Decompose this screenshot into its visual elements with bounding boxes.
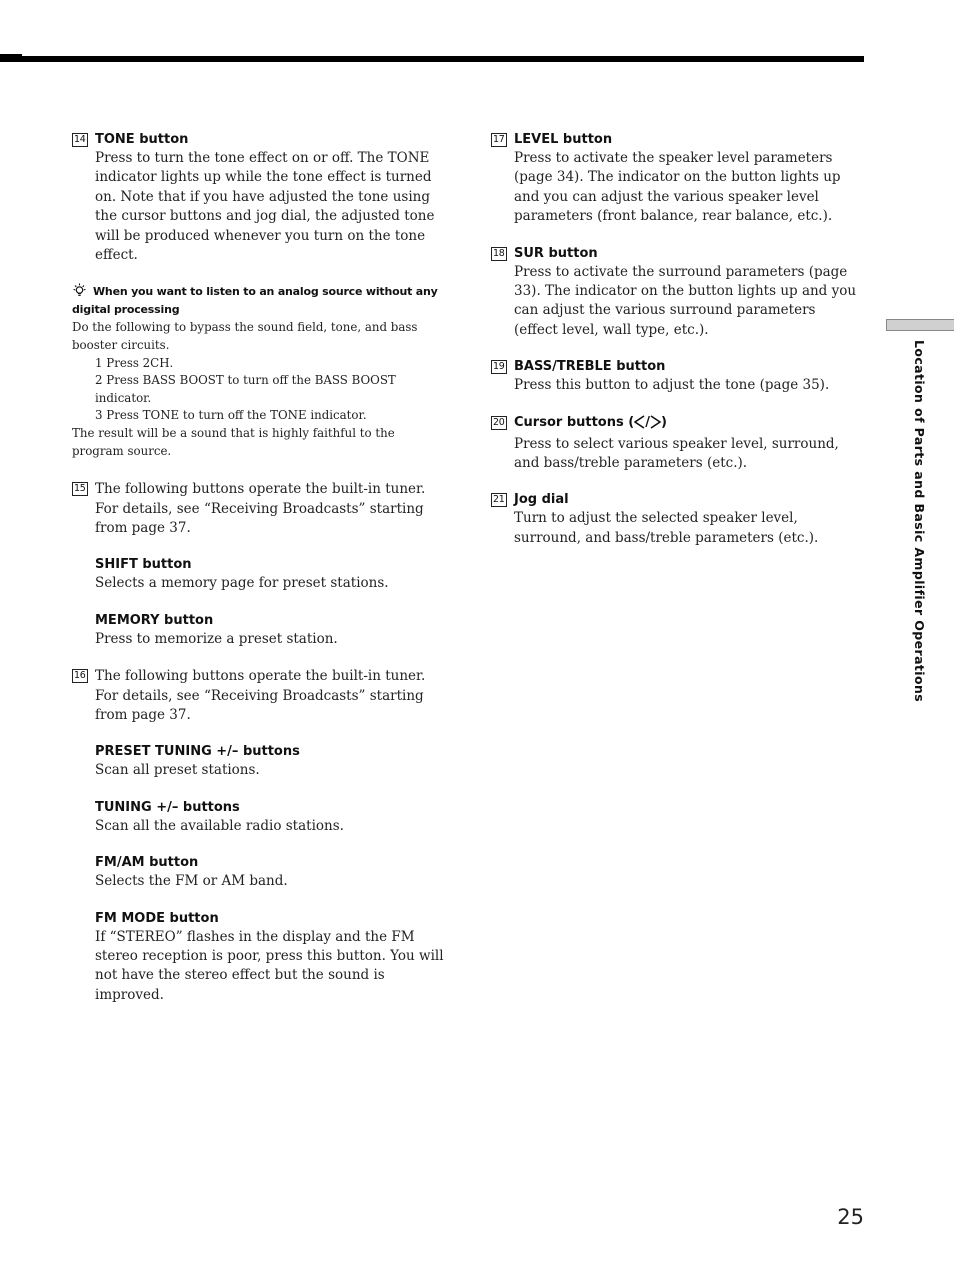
item-level-button [491,131,861,227]
item-body: Press to select various speaker level, surround, and bass/treble parameters (etc.). [514,435,839,472]
tip-box [72,283,444,460]
item-body: The following buttons operate the built-in tuner. For details, see “Receiving Broadcasts” starting from page 37. [95,481,426,536]
subitem-preset-tuning [95,743,444,780]
subitem-body: Scan all the available radio stations. [95,817,344,834]
tip-result: The result will be a sound that is highly faithful to the program source. [72,426,395,458]
item-body: Press this button to adjust the tone (page 35). [514,377,830,394]
subitem-fm-mode [95,910,444,1006]
subitem-shift-button [95,556,444,593]
item-number: 20 [493,416,505,428]
tip-title-text: When you want to listen to an analog source without any digital processing [72,285,438,317]
tip-step: 3 Press TONE to turn off the TONE indicator. [95,408,367,423]
subitem-body: Press to memorize a preset station. [95,630,338,647]
item-body: Press to activate the speaker level parameters (page 34). The indicator on the button lights up and you can adjust the various speaker level parameters (front balance, rear balance, etc.). [514,150,841,225]
item-title: SUR button [514,245,598,261]
item-number: 21 [493,494,505,506]
item-title: TONE button [95,132,189,147]
page-number: 25 [837,1205,864,1229]
right-column [491,131,861,566]
subitem-title: SHIFT button [95,557,192,573]
item-tone-button [72,131,444,265]
item-bass-treble-button [491,358,861,395]
item-number: 16 [74,670,86,682]
item-title: LEVEL button [514,132,613,147]
item-body: Turn to adjust the selected speaker level, surround, and bass/treble parameters (etc.). [514,510,819,546]
subitem-title: FM/AM button [95,855,199,871]
subitem-fm-am [95,854,444,891]
item-cursor-buttons [491,414,861,474]
section-tab-marker [886,319,954,331]
item-tuner-buttons [72,667,444,1005]
section-title: Location of Parts and Basic Amplifier Operations [912,340,927,703]
item-title: BASS/TREBLE button [514,359,666,375]
cursor-left-icon [634,415,645,435]
item-sur-button [491,245,861,341]
title-prefix: Cursor buttons ( [514,414,635,430]
subitem-title: PRESET TUNING +/– buttons [95,744,300,760]
tip-step: 2 Press BASS BOOST to turn off the BASS BOOST indicator. [95,373,396,405]
item-title [514,414,861,435]
item-number: 17 [493,134,505,145]
title-separator: / [645,414,650,430]
item-title: Jog dial [514,492,569,508]
item-number: 14 [74,134,86,145]
subitem-title: FM MODE button [95,910,219,926]
tip-step: 1 Press 2CH. [95,355,174,370]
item-number: 18 [493,247,505,259]
header-rule [0,56,864,62]
subitem-body: Scan all preset stations. [95,762,260,779]
subitem-title: TUNING +/– buttons [95,799,240,815]
tip-intro: Do the following to bypass the sound field, tone, and bass booster circuits. [72,320,418,353]
cursor-right-icon [650,415,661,435]
item-tuner-shift-memory [72,480,444,649]
subitem-title: MEMORY button [95,612,214,628]
item-jog-dial [491,491,861,548]
item-body: Press to activate the surround parameters (page 33). The indicator on the button lights up and you can adjust the various surround parameters (effect level, wall type, etc.). [514,263,857,338]
title-suffix: ) [660,414,667,430]
subitem-tuning [95,799,444,836]
item-number: 15 [74,483,86,495]
subitem-body: Selects a memory page for preset stations. [95,575,389,592]
subitem-memory-button [95,612,444,649]
subitem-body: Selects the FM or AM band. [95,873,288,890]
item-number: 19 [493,361,505,373]
item-body: Press to turn the tone effect on or off. The TONE indicator lights up while the tone effect is turned on. Note that if you have adjusted the tone using the cursor buttons and jog dial, the adjusted tone will be produced whenever you turn on the tone effect. [95,150,435,264]
left-column [72,131,444,1023]
item-body: The following buttons operate the built-in tuner. For details, see “Receiving Broadcasts” starting from page 37. [95,668,426,724]
lightbulb-icon [72,283,87,298]
subitem-body: If “STEREO” flashes in the display and the FM stereo reception is poor, press this button. You will not have the stereo effect but the sound is improved. [95,928,444,1003]
tip-title [72,283,444,319]
